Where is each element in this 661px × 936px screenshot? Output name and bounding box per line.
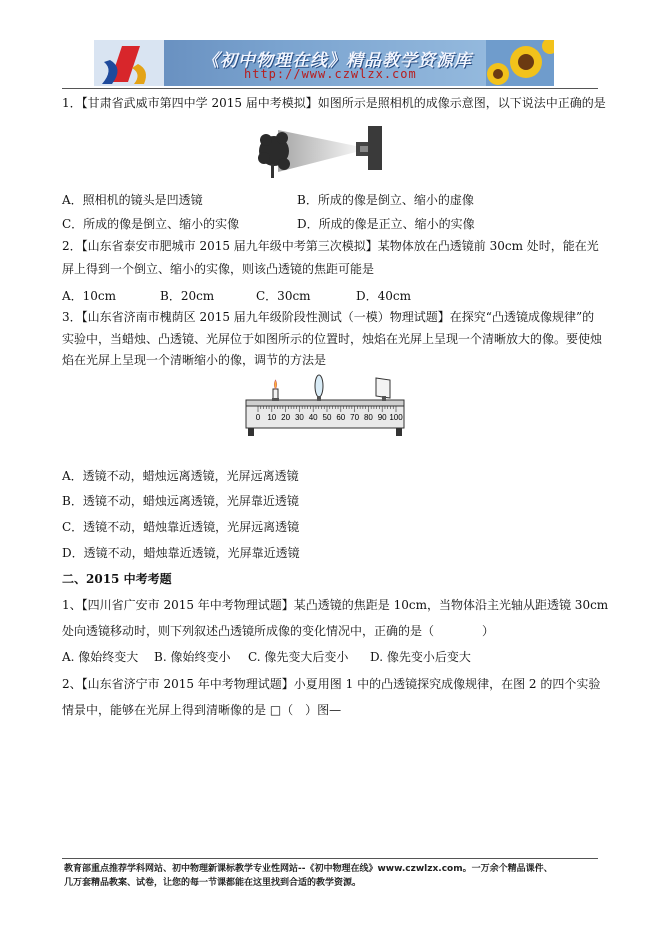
q3-option-d: D．透镜不动，蜡烛靠近透镜，光屏靠近透镜 — [62, 546, 300, 560]
q4-option-c: C. 像先变大后变小 — [248, 650, 349, 664]
banner-title: 《初中物理在线》精品教学资源库 — [202, 51, 472, 71]
q4-option-b: B. 像始终变小 — [154, 650, 231, 664]
banner-url[interactable]: http://www.czwlzx.com — [244, 67, 417, 81]
section-heading: 二、2015 中考考题 — [62, 572, 172, 586]
header-rule — [62, 88, 598, 89]
q3-line3: 焰在光屏上呈现一个清晰缩小的像，调节的方法是 — [62, 353, 327, 367]
optical-bench-figure — [244, 374, 408, 438]
q5-line1: 2、【山东省济宁市 2015 年中考物理试题】小夏用图 1 中的凸透镜探究成像规律，在图 2 的四个实验 — [62, 677, 601, 691]
q4-line2: 处向透镜移动时，则下列叙述凸透镜所成像的变化情况中，正确的是（ ） — [62, 624, 495, 638]
q1-option-a: A．照相机的镜头是凹透镜 — [62, 193, 203, 207]
q2-option-d: D．40cm — [356, 289, 411, 303]
ruler-label: 30 — [294, 413, 304, 422]
ruler-label: 70 — [350, 413, 360, 422]
q1-option-c: C．所成的像是倒立、缩小的实像 — [62, 217, 240, 231]
q1-stem: 1．【甘肃省武威市第四中学 2015 届中考模拟】如图所示是照相机的成像示意图，以下说法中正确的是 — [62, 96, 606, 110]
site-logo — [94, 40, 164, 86]
sunflower-image — [486, 40, 554, 86]
ruler-label: 50 — [322, 413, 332, 422]
footer-line2: 几万套精品教案、试卷，让您的每一节课都能在这里找到合适的教学资源。 — [64, 878, 362, 888]
q3-option-a: A．透镜不动，蜡烛远离透镜，光屏远离透镜 — [62, 469, 299, 483]
q1-option-b: B．所成的像是倒立、缩小的虚像 — [297, 193, 474, 207]
q3-option-b: B．透镜不动，蜡烛远离透镜，光屏靠近透镜 — [62, 494, 299, 508]
q2-option-a: A．10cm — [62, 289, 117, 303]
q2-option-b: B．20cm — [160, 289, 215, 303]
q3-line1: 3．【山东省济南市槐荫区 2015 届九年级阶段性测试（一模）物理试题】在探究“凸透镜成像规律”的 — [62, 310, 595, 324]
ruler-label: 40 — [308, 413, 318, 422]
q4-option-d: D. 像先变小后变大 — [370, 650, 471, 664]
q4-option-a: A. 像始终变大 — [62, 650, 139, 664]
q3-option-c: C．透镜不动，蜡烛靠近透镜，光屏远离透镜 — [62, 520, 300, 534]
footer-rule — [62, 858, 598, 859]
ruler-label: 60 — [336, 413, 346, 422]
footer-line1: 教育部重点推荐学科网站、初中物理新课标教学专业性网站--《初中物理在线》www.czwlzx.com。一万余个精品课件、 — [64, 864, 553, 874]
ruler-label: 20 — [281, 413, 291, 422]
q5-line2: 情景中，能够在光屏上得到清晰像的是 □（ ）图— — [62, 703, 342, 717]
ruler-label: 0 — [255, 413, 261, 422]
q2-line1: 2．【山东省泰安市肥城市 2015 届九年级中考第三次模拟】某物体放在凸透镜前 30cm 处时，能在光 — [62, 239, 599, 253]
ruler-label: 100 — [389, 413, 403, 422]
ruler-label: 80 — [363, 413, 373, 422]
camera-imaging-figure — [256, 118, 390, 184]
ruler-label: 90 — [377, 413, 387, 422]
q3-line2: 实验中，当蜡烛、凸透镜、光屏位于如图所示的位置时，烛焰在光屏上呈现一个清晰放大的像。要使烛 — [62, 332, 603, 346]
q2-option-c: C．30cm — [256, 289, 311, 303]
q1-option-d: D．所成的像是正立、缩小的实像 — [297, 217, 475, 231]
q4-line1: 1、【四川省广安市 2015 年中考物理试题】某凸透镜的焦距是 10cm，当物体沿主光轴从距透镜 30cm — [62, 598, 609, 612]
q2-line2: 屏上得到一个倒立、缩小的实像，则该凸透镜的焦距可能是 — [62, 262, 375, 276]
ruler-label: 10 — [267, 413, 277, 422]
header-banner — [94, 40, 554, 86]
